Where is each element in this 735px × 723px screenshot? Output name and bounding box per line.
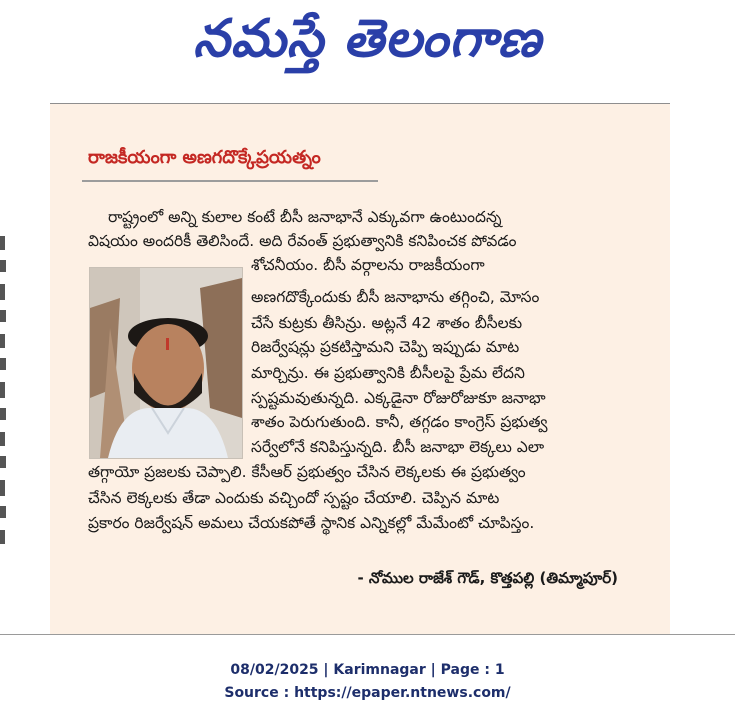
letter-signature: - నోముల రాజేశ్ గౌడ్, కొత్తపల్లి (తిమ్మాపూర్) — [357, 569, 618, 587]
body-line: చేసిన లెక్కలకు తేడా ఎందుకు వచ్చిందో స్పష్టం చేయాలి. చెప్పిన మాట — [88, 489, 500, 507]
article-headline: రాజకీయంగా అణగదొక్కేప్రయత్నం — [88, 147, 321, 168]
body-line: మార్చిన్రు. ఈ ప్రభుత్వానికి బీసీలపై ప్రేమ లేదని — [251, 364, 525, 382]
body-line: ప్రకారం రిజర్వేషన్ అమలు చేయకపోతే స్థానిక ఎన్నికల్లో మేమేంటో చూపిస్తం. — [88, 514, 535, 532]
author-photo — [89, 267, 243, 459]
source-link[interactable]: Source : https://epaper.ntnews.com/ — [224, 685, 511, 701]
body-line: రిజర్వేషన్లు ప్రకటిస్తామని చెప్పి ఇప్పుడు మాట — [251, 338, 520, 356]
adjacent-column-edge — [0, 230, 12, 560]
body-line: చేసే కుట్రకు తీసిన్రు. అట్లనే 42 శాతం బీసీలకు — [251, 314, 523, 332]
newspaper-masthead — [0, 4, 735, 74]
body-line: అణగదొక్కేందుకు బీసీ జనాభాను తగ్గించి, మోసం — [251, 288, 540, 306]
body-line: తగ్గాయో ప్రజలకు చెప్పాలి. కేసీఆర్ ప్రభుత్వం చేసిన లెక్కలకు ఈ ప్రభుత్వం — [88, 463, 526, 481]
masthead-title: నమస్తే తెలంగాణ — [193, 9, 542, 69]
body-line: శోచనీయం. బీసీ వర్గాలను రాజకీయంగా — [251, 256, 485, 274]
body-line: స్పష్టమవుతున్నది. ఎక్కడైనా రోజురోజుకూ జనాభా — [251, 389, 546, 407]
page-bottom-divider — [0, 634, 735, 635]
body-line: శాతం పెరుగుతుంది. కానీ, తగ్గడం కాంగ్రెస్ ప్రభుత్వ — [251, 413, 548, 431]
body-line: రాష్ట్రంలో అన్ని కులాల కంటే బీసీ జనాభానే ఎక్కువగా ఉంటుందన్న — [108, 208, 502, 226]
body-line: విషయం అందరికీ తెలిసిందే. అది రేవంత్ ప్రభుత్వానికి కనిపించక పోవడం — [88, 232, 517, 250]
body-line: సర్వేలోనే కనిపిస్తున్నది. బీసీ జనాభా లెక్కలు ఎలా — [251, 438, 545, 456]
edition-info: 08/02/2025 | Karimnagar | Page : 1 — [230, 662, 505, 678]
headline-underline — [82, 180, 378, 182]
